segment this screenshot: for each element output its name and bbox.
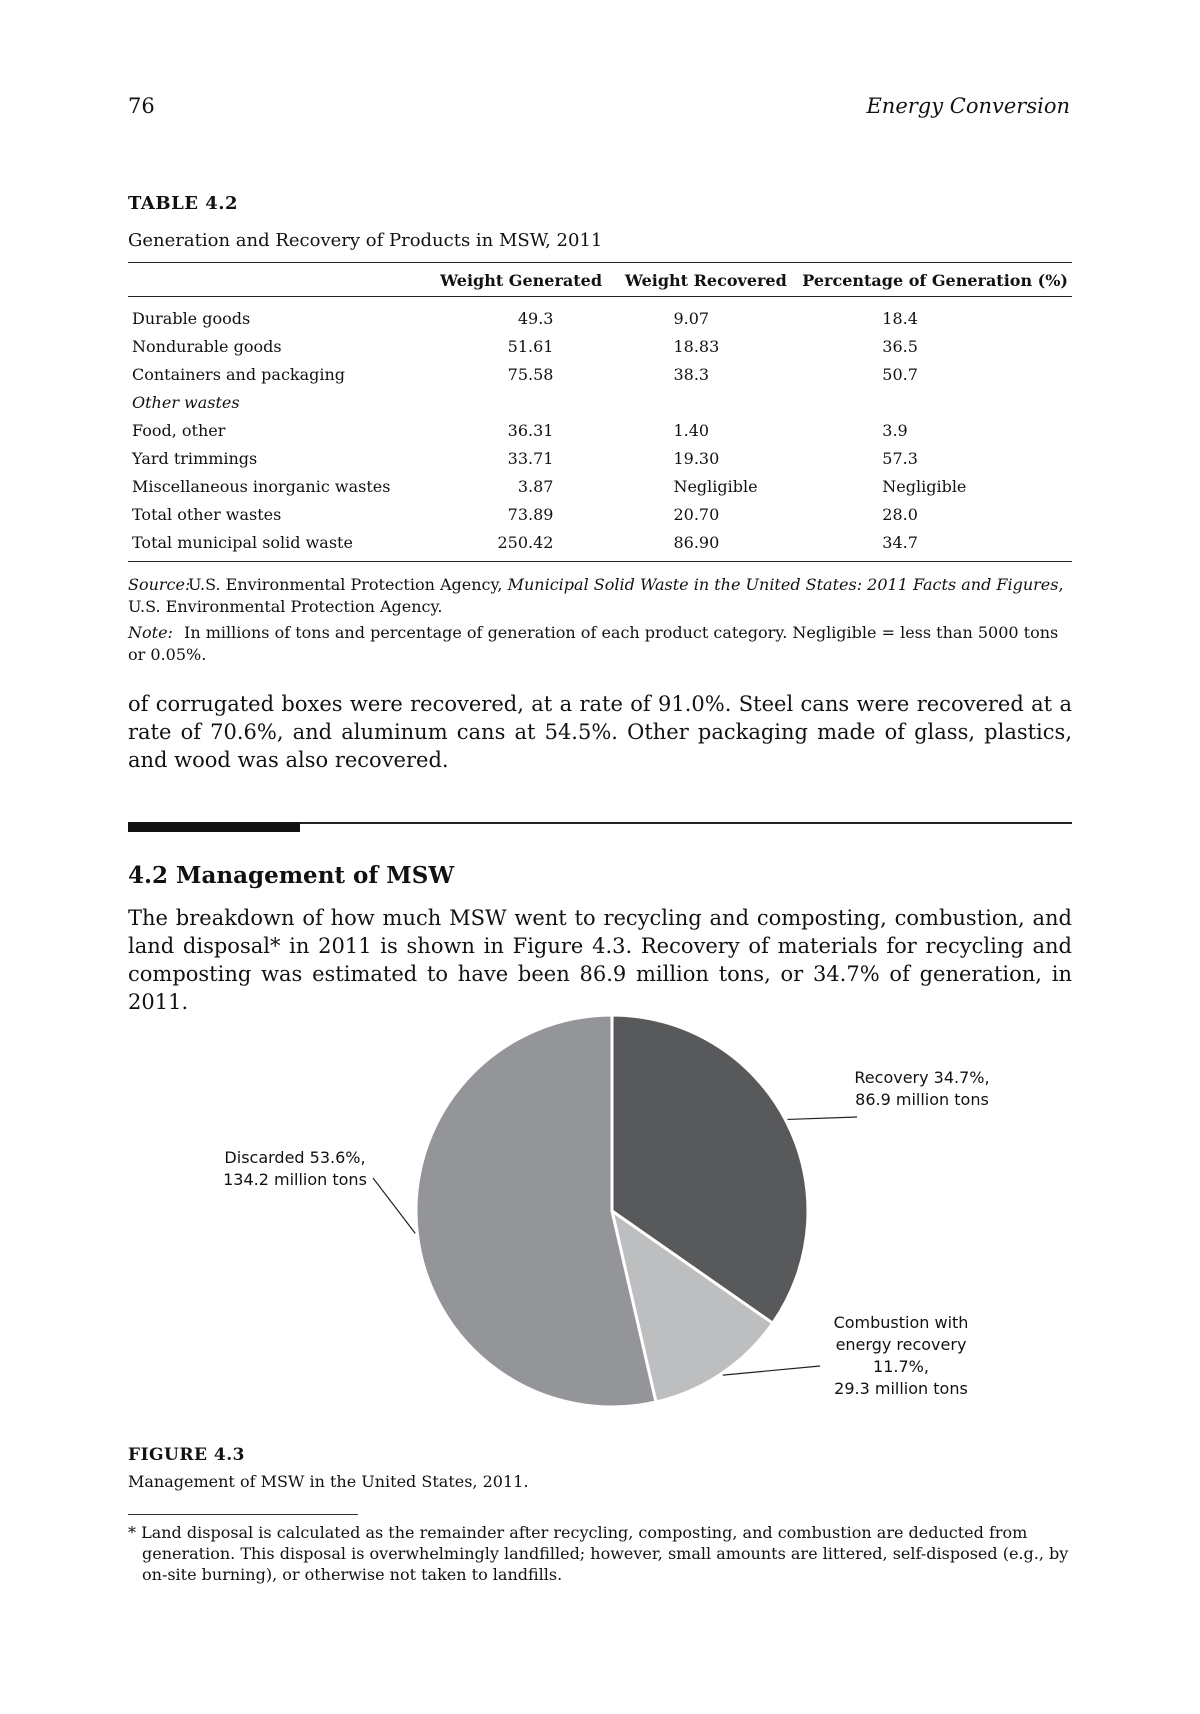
note-text: In millions of tons and percentage of generation of each product category. Negligible = less than 5000 tons or 0.05%. [128, 623, 1059, 664]
source-text-end: , U.S. Environmental Protection Agency. [128, 575, 1064, 616]
table-cell-percentage: 28.0 [882, 504, 918, 524]
pie-label-line: Recovery 34.7%, [854, 1068, 990, 1087]
table-cell-recovered: 18.83 [673, 336, 720, 356]
source-text: U.S. Environmental Protection Agency, [188, 575, 508, 594]
table-caption: Generation and Recovery of Products in MSW, 2011 [128, 230, 603, 251]
column-header: Weight Generated [429, 263, 614, 297]
leader-line [723, 1366, 820, 1375]
leader-line [788, 1117, 857, 1119]
table-cell-recovered: Negligible [673, 476, 758, 496]
page-number: 76 [128, 94, 155, 118]
pie-label-line: 86.9 million tons [855, 1090, 989, 1109]
table-cell-generated: 75.58 [507, 364, 554, 384]
table-cell-category: Total other wastes [132, 504, 282, 524]
paragraph: of corrugated boxes were recovered, at a rate of 91.0%. Steel cans were recovered at a rate of 70.6%, and aluminum cans at 54.5%. Other packaging made of glass, plastics, and wood was also recovered. [128, 692, 1072, 772]
table-cell-percentage: 18.4 [882, 308, 918, 328]
table-cell-percentage: 57.3 [882, 448, 918, 468]
footnote-rule [128, 1514, 358, 1515]
pie-label-line: 29.3 million tons [834, 1379, 968, 1398]
footnote-text: * Land disposal is calculated as the remainder after recycling, composting, and combustion are deducted from generation. This disposal is overwhelmingly landfilled; however, small amounts are littered, self-disposed (e.g., by on-site burning), or otherwise not taken to landfills. [128, 1523, 1069, 1584]
table-cell-category: Miscellaneous inorganic wastes [132, 476, 391, 496]
paragraph: The breakdown of how much MSW went to recycling and composting, combustion, and land disposal* in 2011 is shown in Figure 4.3. Recovery of materials for recycling and composting was estimated to have been 86.9 million tons, or 34.7% of generation, in 2011. [128, 906, 1072, 1014]
table-cell-recovered: 9.07 [673, 308, 710, 328]
pie-label-line: 11.7%, [873, 1357, 929, 1376]
pie-label-line: Discarded 53.6%, [224, 1148, 366, 1167]
pie-slices [416, 1015, 808, 1407]
figure-caption: Management of MSW in the United States, 2011. [128, 1472, 529, 1491]
table-cell-generated: 51.61 [507, 336, 554, 356]
table-cell-recovered: 20.70 [673, 504, 720, 524]
table-cell-category: Yard trimmings [132, 448, 258, 468]
table-cell-generated: 36.31 [507, 420, 554, 440]
column-header: Percentage of Generation (%) [798, 263, 1072, 297]
table-cell-recovered: 38.3 [673, 364, 710, 384]
leader-line [373, 1178, 415, 1233]
pie-label [834, 1313, 969, 1398]
section-heading: 4.2 Management of MSW [128, 862, 455, 889]
table-cell-percentage: 34.7 [798, 528, 1072, 562]
source-label: Source: [128, 575, 191, 594]
column-header: Weight Recovered [613, 263, 798, 297]
table-cell-category: Other wastes [132, 392, 240, 412]
pie-label [854, 1068, 989, 1109]
table-cell-generated: 250.42 [429, 528, 614, 562]
footnote [128, 1522, 1072, 1585]
table-cell-recovered: 86.90 [613, 528, 798, 562]
table-cell-recovered: 19.30 [673, 448, 720, 468]
figure-label: FIGURE 4.3 [128, 1445, 245, 1465]
table-cell-percentage: 50.7 [882, 364, 918, 384]
table-cell-category: Containers and packaging [132, 364, 346, 384]
table-cell-category: Nondurable goods [132, 336, 282, 356]
pie-label-line: energy recovery [835, 1335, 967, 1354]
table-cell-percentage: 3.9 [882, 420, 908, 440]
table-cell-recovered: 1.40 [673, 420, 710, 440]
book-title: Energy Conversion [866, 94, 1070, 118]
table-cell-generated: 3.87 [517, 476, 554, 496]
note-label: Note: [128, 623, 173, 642]
table-label: TABLE 4.2 [128, 193, 239, 214]
table-cell-percentage: Negligible [882, 476, 967, 496]
pie-label [223, 1148, 367, 1189]
source-title: Municipal Solid Waste in the United States: 2011 Facts and Figures [507, 575, 1059, 594]
table-cell-category: Total municipal solid waste [128, 528, 429, 562]
table-cell-category: Food, other [132, 420, 226, 440]
pie-label-line: Combustion with [833, 1313, 969, 1332]
table-cell-generated: 73.89 [507, 504, 554, 524]
pie-label-line: 134.2 million tons [223, 1170, 367, 1189]
table-cell-generated: 49.3 [517, 308, 554, 328]
table-cell-generated: 33.71 [507, 448, 554, 468]
table-cell-category: Durable goods [132, 308, 251, 328]
table-cell-percentage: 36.5 [882, 336, 918, 356]
